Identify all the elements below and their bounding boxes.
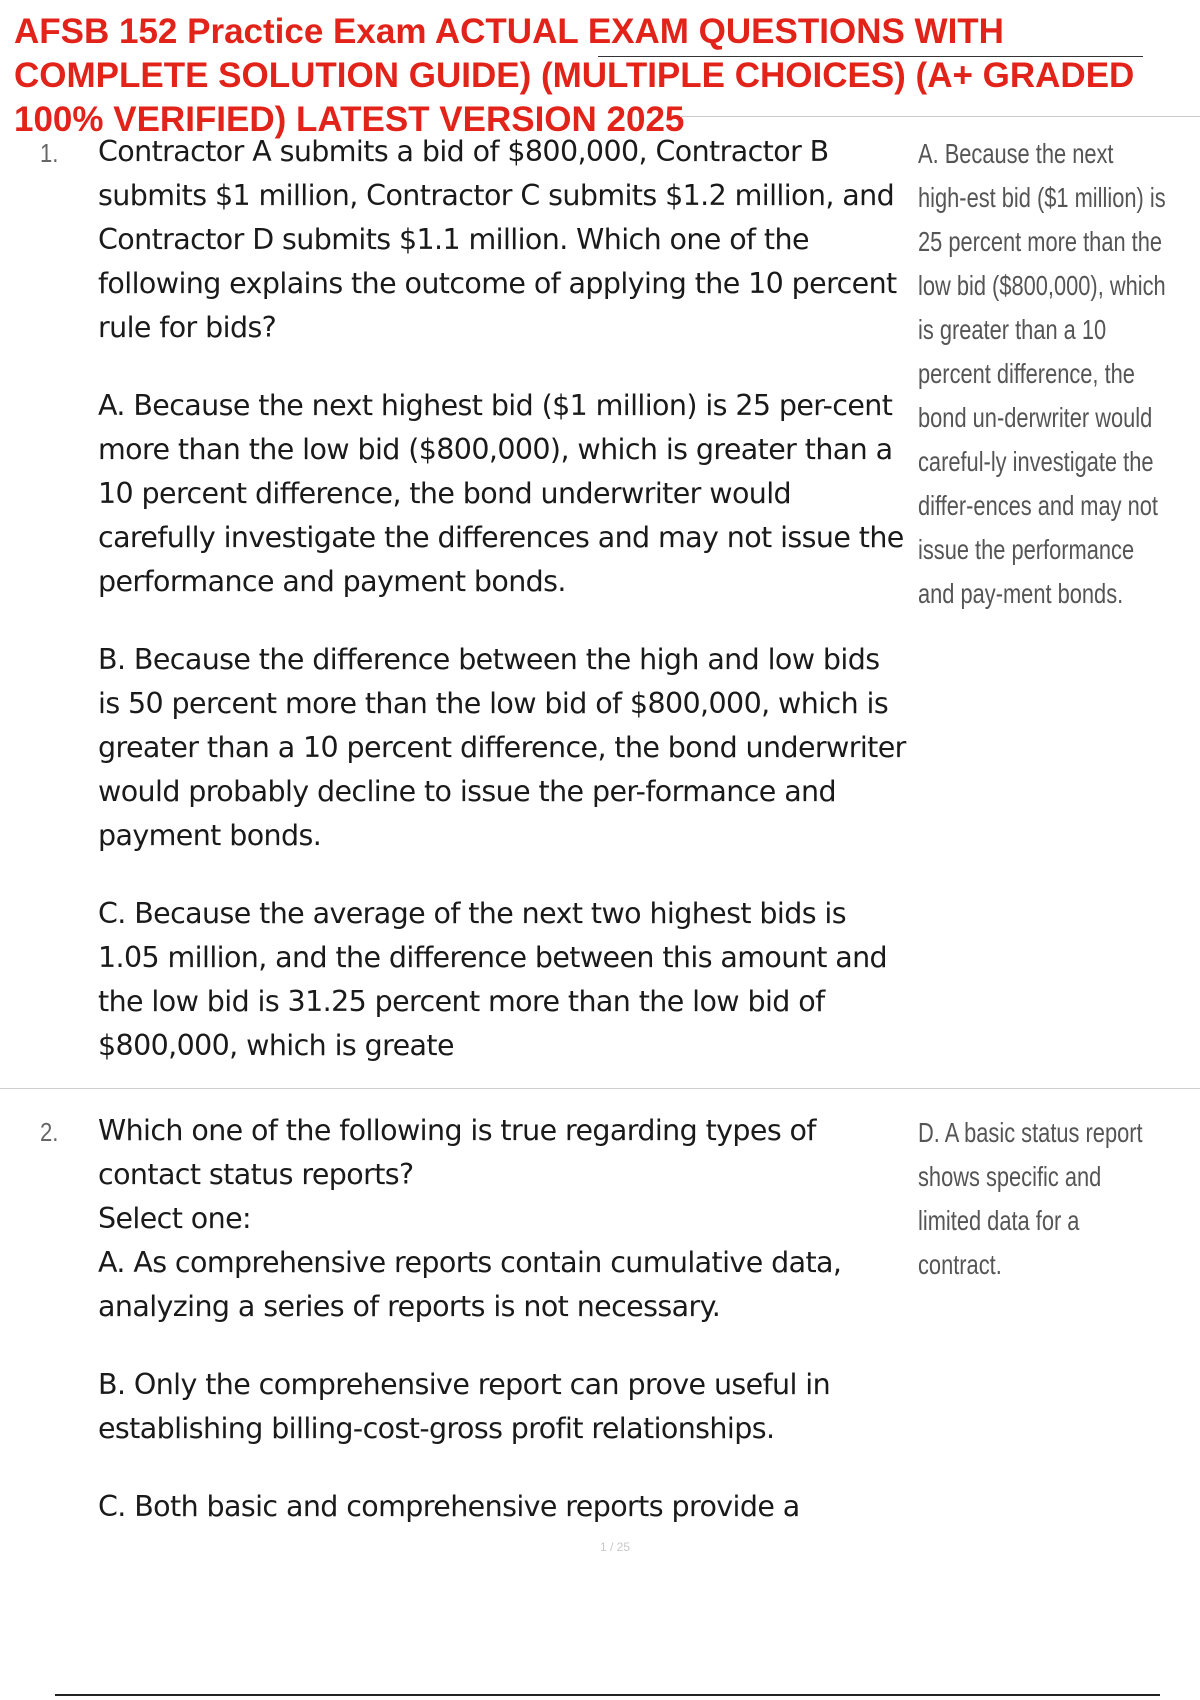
question-row-2 <box>0 1088 1200 1523</box>
question-number: 1. <box>40 138 59 168</box>
option-b: B. Because the difference between the high and low bids is 50 percent more than the low bid of $800,000, which is greater than a 10 percent difference, the bond underwriter would probably decline to issue the per-formance and payment bonds. <box>98 643 906 852</box>
answer-text: D. A basic status report shows specific and limited data for a contract. <box>918 1117 1143 1280</box>
question-text <box>98 1109 908 1529</box>
option-c: C. Both basic and comprehensive reports provide a <box>98 1490 800 1523</box>
select-one-label: Select one: <box>98 1202 252 1235</box>
title-underline <box>598 56 1143 57</box>
option-a: A. Because the next highest bid ($1 million) is 25 per-cent more than the low bid ($800,000), which is greater than a 10 percent difference, the bond underwriter would carefully investigate the differences and may not issue the performance and payment bonds. <box>98 389 904 598</box>
option-a: A. As comprehensive reports contain cumulative data, analyzing a series of reports is not necessary. <box>98 1246 842 1323</box>
question-stem: Which one of the following is true regarding types of contact status reports? <box>98 1114 816 1191</box>
question-text <box>98 130 908 1068</box>
option-c: C. Because the average of the next two highest bids is 1.05 million, and the difference between this amount and the low bid is 31.25 percent more than the low bid of $800,000, which is greate <box>98 897 888 1062</box>
option-b: B. Only the comprehensive report can prove useful in establishing billing-cost-gross profit relationships. <box>98 1368 831 1445</box>
answer-text: A. Because the next high-est bid ($1 million) is 25 percent more than the low bid ($800,000), which is greater than a 10 percent difference, the bond un-derwriter would careful-ly investigate the differ-ences and may not issue the performance and pay-ment bonds. <box>918 138 1166 609</box>
question-number: 2. <box>40 1117 59 1147</box>
document-title: AFSB 152 Practice Exam ACTUAL EXAM QUESTIONS WITH COMPLETE SOLUTION GUIDE) (MULTIPLE CHOICES) (A+ GRADED 100% VERIFIED) LATEST VERSION 2025 <box>14 12 1135 139</box>
title-divider <box>680 116 1200 117</box>
page-number: 1 / 25 <box>600 1540 631 1554</box>
question-stem: Contractor A submits a bid of $800,000, Contractor B submits $1 million, Contractor C submits $1.2 million, and Contractor D submits $1.1 million. Which one of the following explains the outcome of applying the 10 percent rule for bids? <box>98 135 897 344</box>
footer-divider <box>55 1694 1160 1696</box>
